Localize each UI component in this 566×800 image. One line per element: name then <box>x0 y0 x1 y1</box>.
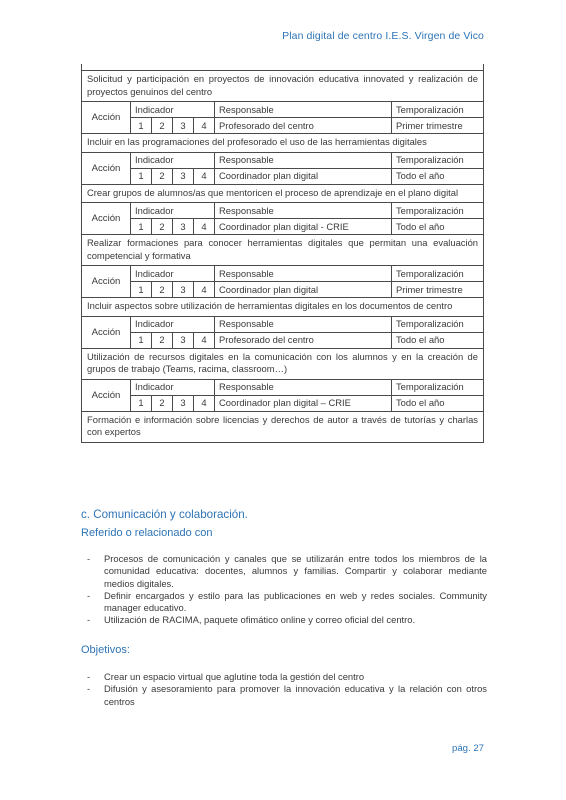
indicator-1: 1 <box>138 334 144 345</box>
indicator-header: Indicador <box>131 317 215 333</box>
indicator-4: 4 <box>194 332 215 348</box>
action-detail-table <box>131 203 483 234</box>
indicator-3: 3 <box>173 168 194 184</box>
indicator-3: 3 <box>173 395 194 411</box>
action-description: Incluir aspectos sobre utilización de herramientas digitales en los documentos de centro <box>82 298 483 317</box>
timing-header: Temporalización <box>392 317 484 333</box>
indicator-2: 2 <box>152 332 173 348</box>
timing-header: Temporalización <box>392 203 484 219</box>
indicator-header: Indicador <box>131 102 215 118</box>
indicator-3: 3 <box>173 118 194 134</box>
timing-value: Todo el año <box>392 395 484 411</box>
indicator-1: 1 <box>138 170 144 181</box>
section-title: c. Comunicación y colaboración. <box>81 508 248 521</box>
indicator-4: 4 <box>194 219 215 235</box>
action-description: Formación e información sobre licencias y derechos de autor a través de tutorías y charlas con expertos <box>87 413 478 437</box>
indicator-header: Indicador <box>131 153 215 169</box>
indicator-2: 2 <box>152 168 173 184</box>
responsible-header: Responsable <box>215 153 392 169</box>
action-detail-table <box>131 317 483 348</box>
indicator-4: 4 <box>194 395 215 411</box>
responsible-header: Responsable <box>215 203 392 219</box>
responsible-value: Coordinador plan digital – CRIE <box>215 395 392 411</box>
action-label: Acción <box>82 317 131 348</box>
responsible-header: Responsable <box>215 317 392 333</box>
indicator-1: 1 <box>138 119 144 131</box>
list-item: - Difusión y asesoramiento para promover la innovación educativa y la relación con otros centros <box>87 683 487 707</box>
action-label: Acción <box>82 380 131 411</box>
action-description: Crear grupos de alumnos/as que mentoricen el proceso de aprendizaje en el plano digital <box>82 185 483 204</box>
indicator-1: 1 <box>138 397 144 408</box>
action-description: Realizar formaciones para conocer herramientas digitales que permitan una evaluación competencial y formativa <box>82 235 483 266</box>
action-row <box>82 203 483 235</box>
action-label: Acción <box>82 266 131 297</box>
timing-value: Todo el año <box>392 219 484 235</box>
list-item: - Utilización de RACIMA, paquete ofimático online y correo oficial del centro. <box>87 614 416 626</box>
action-description: Incluir en las programaciones del profesorado el uso de las herramientas digitales <box>82 134 483 153</box>
timing-header: Temporalización <box>392 380 484 396</box>
action-row <box>82 102 483 134</box>
indicator-2: 2 <box>152 395 173 411</box>
indicator-4: 4 <box>194 168 215 184</box>
timing-value: Primer trimestre <box>392 282 484 298</box>
indicator-4: 4 <box>194 118 215 134</box>
indicator-4: 4 <box>194 282 215 298</box>
responsible-header: Responsable <box>215 102 392 118</box>
list-item: - Crear un espacio virtual que aglutine toda la gestión del centro <box>87 671 365 682</box>
indicator-3: 3 <box>173 282 194 298</box>
action-row <box>82 153 483 185</box>
table-top-border <box>82 64 483 71</box>
indicator-2: 2 <box>152 118 173 134</box>
timing-value: Todo el año <box>392 168 484 184</box>
indicator-1: 1 <box>138 220 144 232</box>
objectives-title: Objetivos: <box>81 644 130 656</box>
objectives-list <box>87 671 487 708</box>
action-detail-table <box>131 102 483 133</box>
related-items-list <box>87 553 487 627</box>
action-detail-table <box>131 266 483 297</box>
indicator-1: 1 <box>138 283 144 295</box>
indicator-header: Indicador <box>131 203 215 219</box>
indicator-header: Indicador <box>131 380 215 396</box>
timing-header: Temporalización <box>392 153 484 169</box>
responsible-header: Responsable <box>215 266 392 282</box>
responsible-value: Coordinador plan digital <box>215 282 392 298</box>
timing-value: Todo el año <box>392 332 484 348</box>
timing-value: Primer trimestre <box>392 118 484 134</box>
indicator-2: 2 <box>152 219 173 235</box>
responsible-value: Coordinador plan digital <box>215 168 392 184</box>
responsible-value: Coordinador plan digital - CRIE <box>215 219 392 235</box>
action-detail-table <box>131 153 483 184</box>
indicator-2: 2 <box>152 282 173 298</box>
list-item: - Definir encargados y estilo para las publicaciones en web y redes sociales. Community manager educativo. <box>87 589 487 614</box>
list-item: - Procesos de comunicación y canales que se utilizarán entre todos los miembros de la comunidad educativa: docentes, alumnos y familias. Compartir y colaborar mediante medios digitales. <box>87 553 487 589</box>
action-label: Acción <box>82 102 131 133</box>
responsible-value: Profesorado del centro <box>215 118 392 134</box>
indicator-header: Indicador <box>131 266 215 282</box>
action-detail-table <box>131 380 483 411</box>
page-number: pág. 27 <box>451 743 484 754</box>
action-row <box>82 266 483 298</box>
action-description: Utilización de recursos digitales en la comunicación con los alumnos y en la creación de grupos de trabajo (Teams, racima, classroom…) <box>82 349 483 380</box>
indicator-3: 3 <box>173 219 194 235</box>
action-row <box>82 380 483 412</box>
timing-header: Temporalización <box>392 102 484 118</box>
action-label: Acción <box>82 153 131 184</box>
indicator-3: 3 <box>173 332 194 348</box>
timing-header: Temporalización <box>392 266 484 282</box>
section-subtitle: Referido o relacionado con <box>81 527 213 539</box>
responsible-header: Responsable <box>215 380 392 396</box>
responsible-value: Profesorado del centro <box>215 332 392 348</box>
action-label: Acción <box>82 203 131 234</box>
page-header: Plan digital de centro I.E.S. Virgen de Vico <box>282 30 484 42</box>
table-intro-text: Solicitud y participación en proyectos de innovación educativa innovated y realización de proyectos genuinos del centro <box>82 71 483 102</box>
action-row <box>82 317 483 349</box>
action-plan-table <box>81 64 484 443</box>
